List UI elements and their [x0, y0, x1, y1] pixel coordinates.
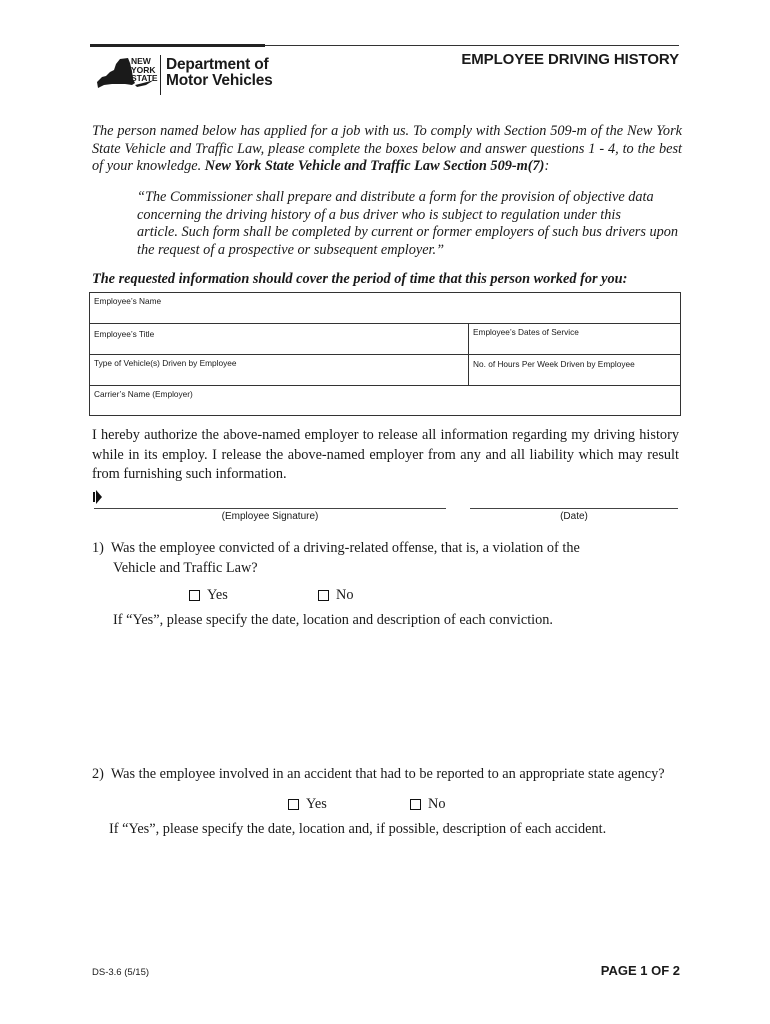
signature-arrow-icon	[93, 489, 103, 505]
question-2-no-option[interactable]	[410, 796, 445, 812]
hours-per-week-label: No. of Hours Per Week Driven by Employee	[473, 359, 635, 369]
employee-title-field[interactable]	[90, 324, 468, 354]
date-line[interactable]	[470, 508, 678, 509]
row-employee-name	[90, 293, 680, 323]
logo-line-new: NEW	[131, 56, 151, 66]
logo-separator	[160, 55, 161, 95]
quote-line: article. Such form shall be completed by current or former employers of such bus drivers upon	[137, 224, 679, 241]
question-1-text-cont: Vehicle and Traffic Law?	[113, 559, 258, 576]
question-1-yes-option[interactable]	[189, 587, 228, 603]
page-number: PAGE 1 OF 2	[600, 963, 680, 978]
quote-line: concerning the driving history of a bus driver who is subject to regulation under this	[137, 206, 621, 223]
carrier-name-field[interactable]	[90, 386, 680, 416]
document-title: EMPLOYEE DRIVING HISTORY	[461, 51, 679, 68]
question-2-text: Was the employee involved in an accident that had to be reported to an appropriate state agency?	[110, 766, 665, 782]
signature-label: (Employee Signature)	[221, 511, 319, 522]
question-1-text: Was the employee convicted of a driving-related offense, that is, a violation of the	[110, 540, 580, 556]
employee-title-label: Employee’s Title	[94, 329, 155, 339]
row-carrier	[90, 385, 680, 416]
intro-paragraph	[92, 123, 682, 176]
question-2-yes-checkbox[interactable]	[288, 799, 299, 810]
dates-of-service-label: Employee’s Dates of Service	[473, 327, 579, 337]
signature-line[interactable]	[94, 508, 446, 509]
question-2-yes-option[interactable]	[288, 796, 327, 812]
question-1-yes-label: Yes	[207, 587, 228, 603]
law-suffix: :	[544, 158, 550, 175]
question-1	[92, 539, 580, 578]
question-1-yes-checkbox[interactable]	[189, 590, 200, 601]
employee-name-label: Employee’s Name	[94, 296, 162, 306]
question-1-no-checkbox[interactable]	[318, 590, 329, 601]
quote-line: “The Commissioner shall prepare and distribute a form for the provision of objective data	[137, 189, 654, 205]
question-2-answer-area[interactable]	[109, 845, 679, 955]
date-label: (Date)	[560, 511, 588, 522]
carrier-name-label: Carrier’s Name (Employer)	[94, 389, 193, 399]
question-2-number: 2)	[92, 766, 104, 782]
department-name	[166, 57, 273, 89]
question-2-no-label: No	[428, 796, 446, 812]
question-1-followup: If “Yes”, please specify the date, location and description of each conviction.	[113, 612, 554, 628]
department-line-1: Department of	[166, 56, 269, 73]
question-2	[92, 765, 665, 785]
header-rule-accent	[90, 44, 265, 47]
employee-name-field[interactable]	[90, 293, 680, 323]
logo-line-york: YORK	[131, 64, 156, 75]
authorization-paragraph: I hereby authorize the above-named employer to release all information regarding my driving history while in its employ. I release the above-named employer from any and all liability which may result from furnishing such information.	[92, 427, 679, 482]
quote-line: the request of a prospective or subsequent employer.”	[137, 241, 445, 258]
question-2-followup: If “Yes”, please specify the date, location and, if possible, description of each accident.	[109, 821, 607, 837]
department-line-2: Motor Vehicles	[166, 72, 273, 89]
period-heading: The requested information should cover the period of time that this person worked for you:	[92, 271, 628, 287]
vehicle-type-field[interactable]	[90, 355, 468, 385]
row-title-dates	[90, 323, 680, 354]
question-2-yes-label: Yes	[306, 796, 327, 812]
hours-per-week-field[interactable]	[468, 355, 680, 385]
statute-quote	[137, 189, 682, 259]
question-1-answer-area[interactable]	[113, 635, 679, 755]
vehicle-type-label: Type of Vehicle(s) Driven by Employee	[94, 358, 237, 368]
row-vehicle-hours	[90, 354, 680, 385]
question-1-no-option[interactable]	[318, 587, 353, 603]
law-reference: New York State Vehicle and Traffic Law Section 509-m(7)	[204, 158, 545, 175]
form-code: DS-3.6 (5/15)	[92, 967, 150, 978]
intro-text: The person named below has applied for a job with us. To comply with Section 509-m of the New York State Vehicle and Traffic Law, please complete the boxes below and answer questions 1 - 4, to the best of your knowledge.	[92, 123, 682, 175]
dates-of-service-field[interactable]	[468, 324, 680, 354]
question-1-no-label: No	[336, 587, 354, 603]
question-1-number: 1)	[92, 540, 104, 556]
question-2-no-checkbox[interactable]	[410, 799, 421, 810]
logo-state-name	[131, 57, 158, 83]
logo-line-state: STATE	[131, 73, 158, 83]
employee-info-box	[89, 292, 681, 416]
